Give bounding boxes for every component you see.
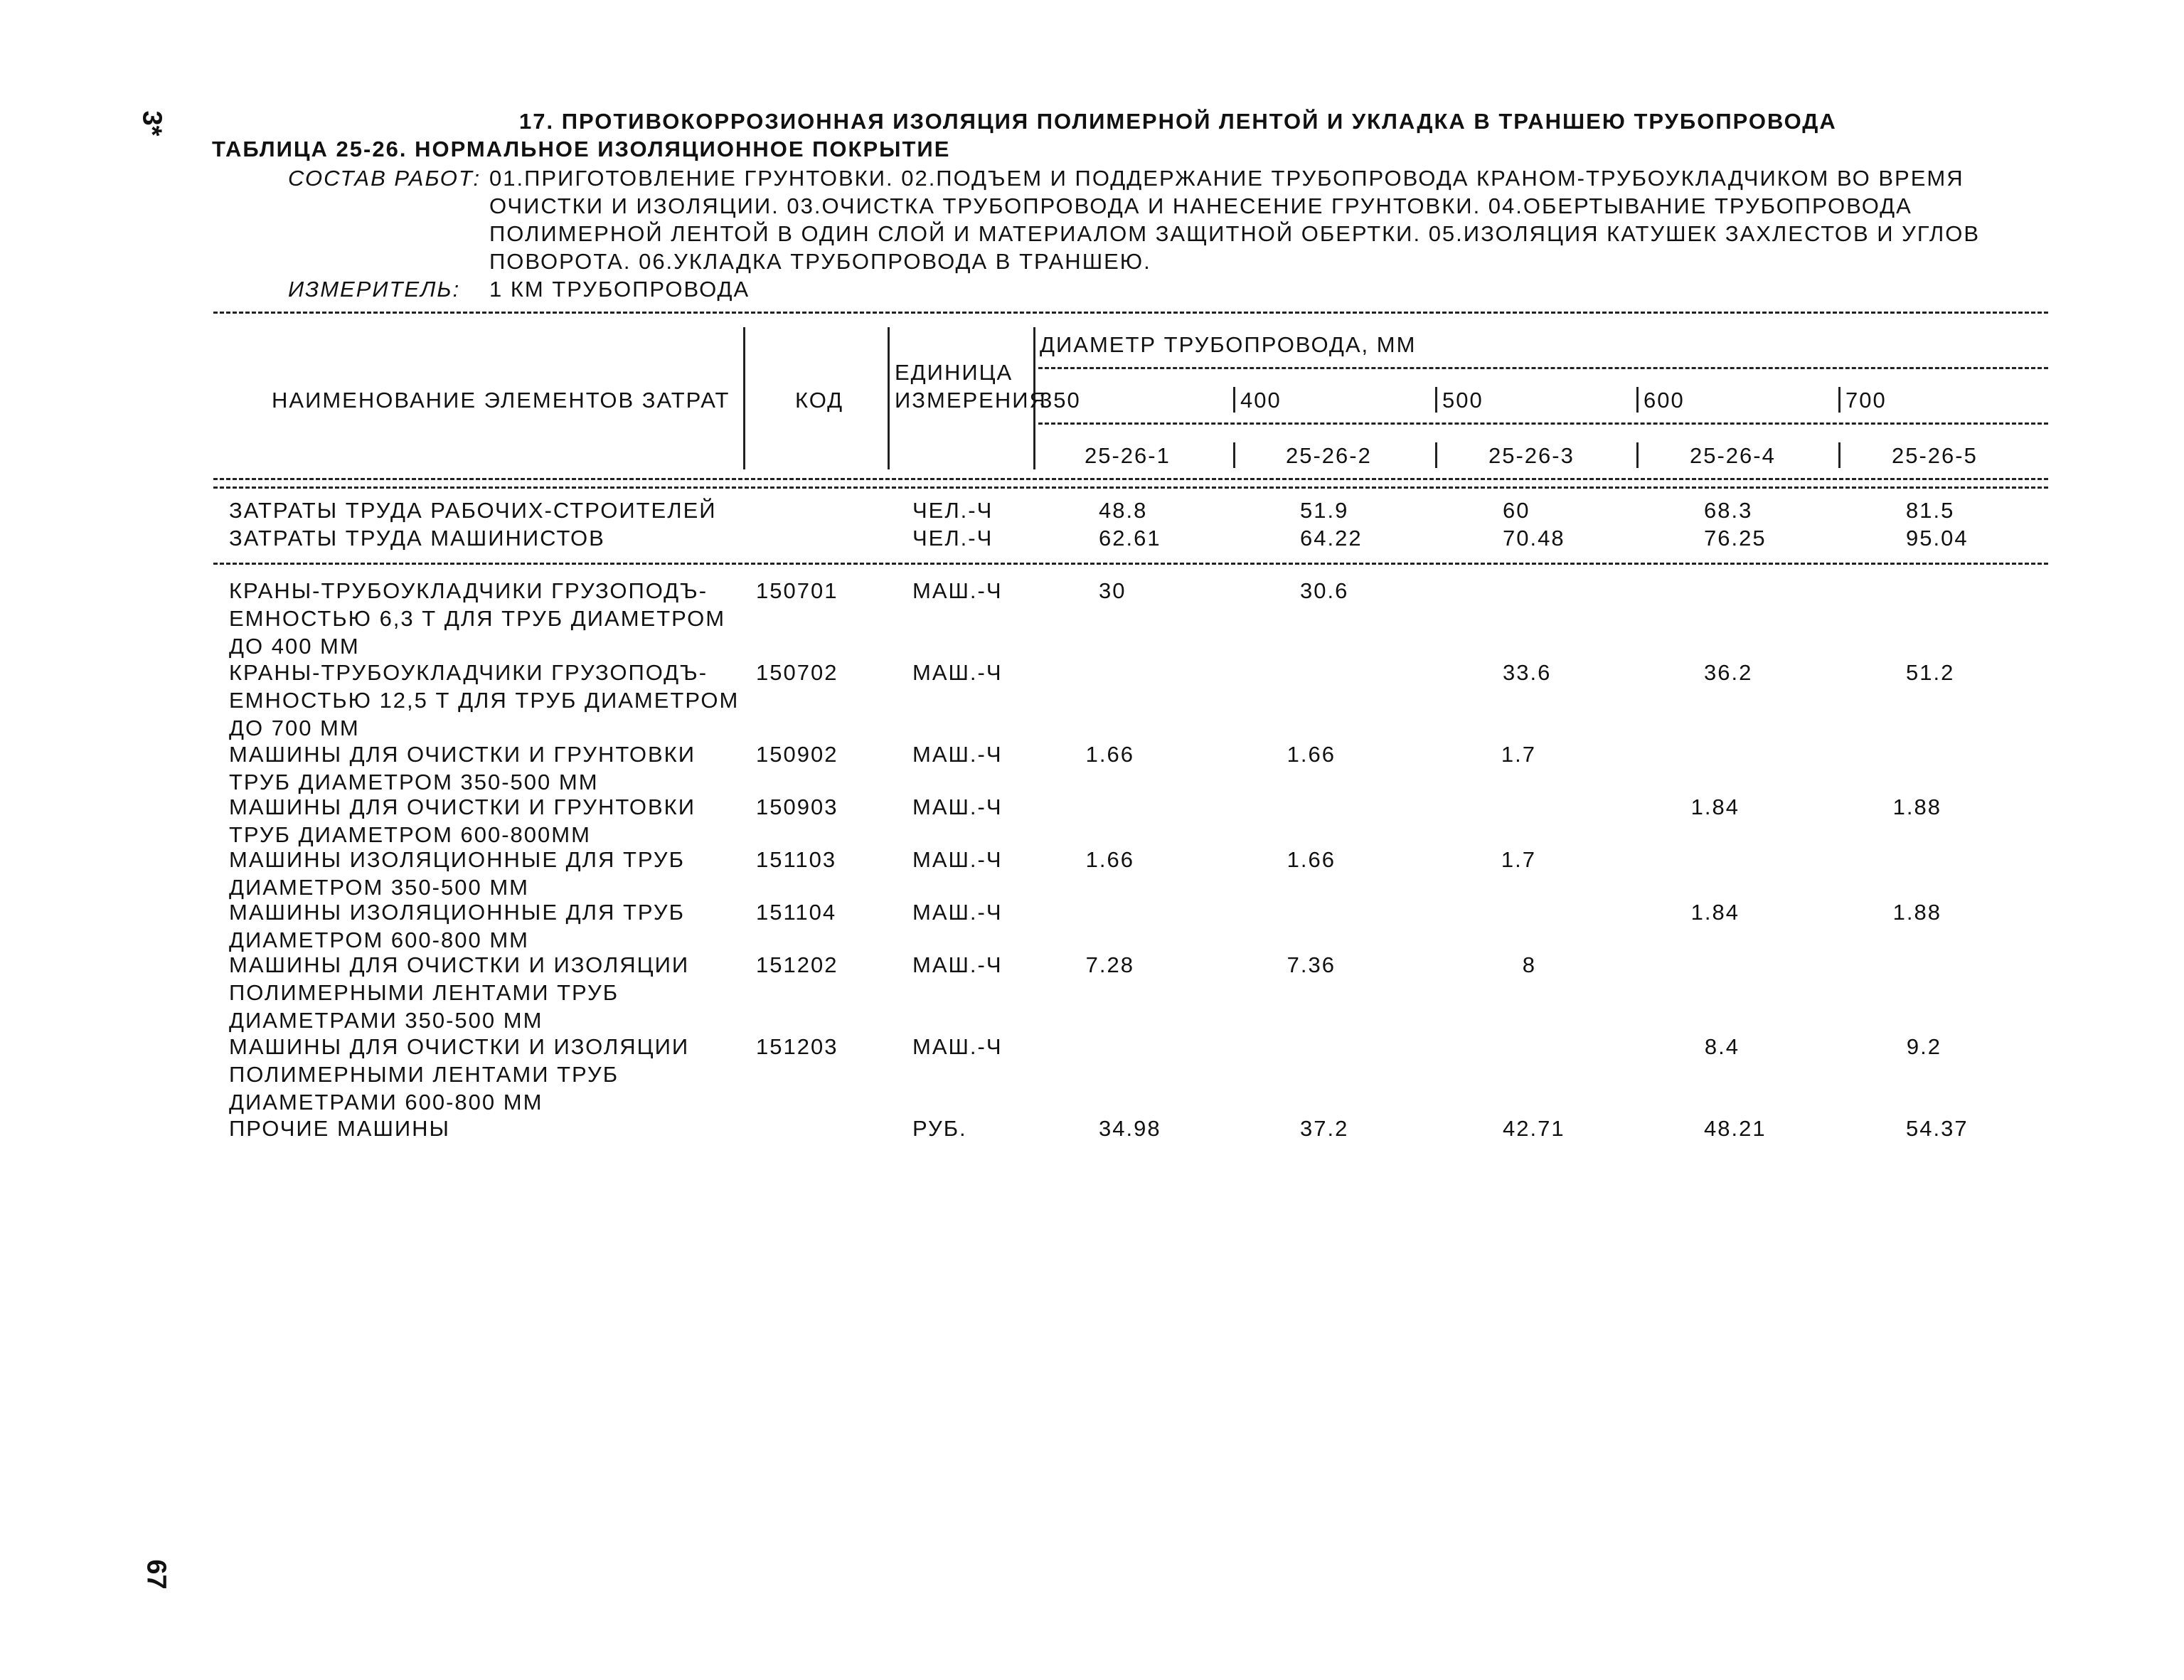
table-title: ТАБЛИЦА 25-26. НОРМАЛЬНОЕ ИЗОЛЯЦИОННОЕ ПОКРЫТИЕ [212, 137, 951, 161]
machine-code: 151202 [756, 952, 838, 977]
diameter-350: 350 [1040, 388, 1081, 413]
machine-value: 8 [1522, 952, 1536, 977]
col-separator-600 [1636, 387, 1639, 413]
norm-code-5: 25-26-5 [1892, 443, 1978, 468]
machine-name-line: ДИАМЕТРАМИ 350-500 ММ [229, 1008, 543, 1033]
norm-code-2: 25-26-2 [1286, 443, 1372, 468]
work-line: 01.ПРИГОТОВЛЕНИЕ ГРУНТОВКИ. 02.ПОДЪЕМ И ПОДДЕРЖАНИЕ ТРУБОПРОВОДА КРАНОМ-ТРУБОУКЛАДЧИКОМ ВО ВРЕМЯ [489, 166, 1964, 191]
norm-code-3: 25-26-3 [1488, 443, 1575, 468]
machine-value: 1.66 [1085, 847, 1134, 872]
col-separator-code2 [1233, 442, 1235, 468]
machine-value: 1.7 [1501, 847, 1536, 872]
machine-name-line: ПОЛИМЕРНЫМИ ЛЕНТАМИ ТРУБ [229, 980, 619, 1005]
labor-row-unit: ЧЕЛ.-Ч [912, 526, 994, 551]
labor-value: 62.61 [1099, 526, 1161, 551]
machine-unit: РУБ. [912, 1116, 967, 1141]
header-bottom-rule [213, 478, 2048, 480]
labor-value: 51.9 [1300, 498, 1349, 523]
machine-value: 7.36 [1287, 952, 1336, 977]
work-line: ПОЛИМЕРНОЙ ЛЕНТОЙ В ОДИН СЛОЙ И МАТЕРИАЛОМ ЗАЩИТНОЙ ОБЕРТКИ. 05.ИЗОЛЯЦИЯ КАТУШЕК ЗАХЛЕСТОВ И УГЛОВ [489, 221, 1981, 246]
machine-code: 150701 [756, 578, 838, 603]
column-header-unit-1: ЕДИНИЦА [895, 360, 1013, 385]
col-separator-code [743, 327, 745, 469]
labor-value: 68.3 [1704, 498, 1753, 523]
machine-code: 150902 [756, 742, 838, 767]
machine-value: 51.2 [1906, 660, 1955, 685]
machine-name-line: МАШИНЫ ДЛЯ ОЧИСТКИ И ГРУНТОВКИ [229, 794, 696, 819]
col-separator-500 [1435, 387, 1437, 413]
machine-unit: МАШ.-Ч [912, 900, 1003, 925]
column-header-diameter: ДИАМЕТР ТРУБОПРОВОДА, ММ [1040, 332, 1417, 357]
machine-name-line: ДИАМЕТРОМ 350-500 ММ [229, 875, 529, 900]
section-title: 17. ПРОТИВОКОРРОЗИОННАЯ ИЗОЛЯЦИЯ ПОЛИМЕРНОЙ ЛЕНТОЙ И УКЛАДКА В ТРАНШЕЮ ТРУБОПРОВОДА [519, 109, 1837, 134]
meter-value: 1 КМ ТРУБОПРОВОДА [489, 277, 750, 302]
machine-name-line: ДИАМЕТРАМИ 600-800 ММ [229, 1090, 543, 1115]
machine-code: 151203 [756, 1034, 838, 1059]
column-header-unit-2: ИЗМЕРЕНИЯ [895, 388, 1047, 413]
machine-value: 1.88 [1892, 794, 1941, 819]
machine-name-line: ПОЛИМЕРНЫМИ ЛЕНТАМИ ТРУБ [229, 1062, 619, 1087]
machine-value: 7.28 [1085, 952, 1134, 977]
col-separator-400 [1233, 387, 1235, 413]
machine-unit: МАШ.-Ч [912, 660, 1003, 685]
machine-name-line: МАШИНЫ ДЛЯ ОЧИСТКИ И ИЗОЛЯЦИИ [229, 1034, 690, 1059]
machine-name-line: МАШИНЫ ИЗОЛЯЦИОННЫЕ ДЛЯ ТРУБ [229, 847, 685, 872]
machine-code: 151103 [756, 847, 837, 872]
labor-value: 48.8 [1099, 498, 1148, 523]
machine-name-line: ДИАМЕТРОМ 600-800 ММ [229, 927, 529, 952]
machine-value: 36.2 [1704, 660, 1753, 685]
diameter-500: 500 [1442, 388, 1483, 413]
machine-name-line: МАШИНЫ ДЛЯ ОЧИСТКИ И ГРУНТОВКИ [229, 742, 696, 767]
machine-name-line: ДО 700 ММ [229, 716, 360, 740]
machine-value: 1.66 [1287, 847, 1336, 872]
machine-code: 150903 [756, 794, 838, 819]
machine-code: 151104 [756, 900, 837, 925]
labor-value: 76.25 [1704, 526, 1767, 551]
machine-name-line: КРАНЫ-ТРУБОУКЛАДЧИКИ ГРУЗОПОДЪ- [229, 660, 708, 685]
work-line: ПОВОРОТА. 06.УКЛАДКА ТРУБОПРОВОДА В ТРАНШЕЮ. [489, 249, 1151, 274]
labor-value: 70.48 [1503, 526, 1565, 551]
col-separator-unit [888, 327, 890, 469]
labor-value: 95.04 [1906, 526, 1969, 551]
machine-unit: МАШ.-Ч [912, 794, 1003, 819]
top-margin-mark: 3* [137, 110, 167, 137]
machine-name-line: ЕМНОСТЬЮ 6,3 Т ДЛЯ ТРУБ ДИАМЕТРОМ [229, 606, 726, 631]
machine-value: 1.84 [1690, 794, 1740, 819]
machine-value: 54.37 [1906, 1116, 1969, 1141]
work-line: ОЧИСТКИ И ИЗОЛЯЦИИ. 03.ОЧИСТКА ТРУБОПРОВОДА И НАНЕСЕНИЕ ГРУНТОВКИ. 04.ОБЕРТЫВАНИЕ ТРУБОПРОВОДА [489, 193, 1912, 218]
machine-value: 9.2 [1906, 1034, 1941, 1059]
work-composition-label: СОСТАВ РАБОТ: [288, 166, 481, 191]
machine-value: 1.7 [1501, 742, 1536, 767]
machine-value: 1.66 [1085, 742, 1134, 767]
norm-code-1: 25-26-1 [1085, 443, 1171, 468]
machine-code: 150702 [756, 660, 838, 685]
machine-value: 33.6 [1503, 660, 1552, 685]
machine-value: 48.21 [1704, 1116, 1767, 1141]
machine-name-line: ТРУБ ДИАМЕТРОМ 350-500 ММ [229, 770, 599, 794]
machine-name-line: ТРУБ ДИАМЕТРОМ 600-800ММ [229, 822, 591, 847]
diameter-values-underline-rule [1038, 422, 2048, 425]
labor-bottom-rule [213, 563, 2048, 565]
machine-value: 1.84 [1690, 900, 1740, 925]
machine-value: 1.88 [1892, 900, 1941, 925]
machine-unit: МАШ.-Ч [912, 742, 1003, 767]
diameter-700: 700 [1845, 388, 1887, 413]
machine-name-line: ЕМНОСТЬЮ 12,5 Т ДЛЯ ТРУБ ДИАМЕТРОМ [229, 688, 740, 713]
norm-code-4: 25-26-4 [1690, 443, 1776, 468]
table-top-rule [213, 312, 2048, 314]
machine-name-line: МАШИНЫ ИЗОЛЯЦИОННЫЕ ДЛЯ ТРУБ [229, 900, 685, 925]
machine-name-line: ДО 400 ММ [229, 634, 360, 659]
labor-value: 60 [1503, 498, 1530, 523]
labor-value: 81.5 [1906, 498, 1955, 523]
diameter-underline-rule [1038, 367, 2048, 369]
machine-value: 30.6 [1300, 578, 1349, 603]
labor-value: 64.22 [1300, 526, 1363, 551]
column-header-code: КОД [795, 388, 844, 413]
machine-name-line: МАШИНЫ ДЛЯ ОЧИСТКИ И ИЗОЛЯЦИИ [229, 952, 690, 977]
machine-name-line: КРАНЫ-ТРУБОУКЛАДЧИКИ ГРУЗОПОДЪ- [229, 578, 708, 603]
labor-row-name: ЗАТРАТЫ ТРУДА МАШИНИСТОВ [229, 526, 605, 551]
machine-value: 34.98 [1099, 1116, 1161, 1141]
page-number: 67 [141, 1559, 171, 1590]
machine-unit: МАШ.-Ч [912, 952, 1003, 977]
labor-row-name: ЗАТРАТЫ ТРУДА РАБОЧИХ-СТРОИТЕЛЕЙ [229, 498, 717, 523]
machine-value: 8.4 [1704, 1034, 1740, 1059]
machine-name-line: ПРОЧИЕ МАШИНЫ [229, 1116, 450, 1141]
machine-value: 1.66 [1287, 742, 1336, 767]
column-header-name: НАИМЕНОВАНИЕ ЭЛЕМЕНТОВ ЗАТРАТ [272, 388, 730, 413]
labor-row-unit: ЧЕЛ.-Ч [912, 498, 994, 523]
diameter-400: 400 [1240, 388, 1282, 413]
machine-value: 37.2 [1300, 1116, 1349, 1141]
col-separator-code5 [1838, 442, 1841, 468]
header-bottom-rule-2 [213, 487, 2048, 489]
machine-unit: МАШ.-Ч [912, 1034, 1003, 1059]
diameter-600: 600 [1644, 388, 1685, 413]
meter-label: ИЗМЕРИТЕЛЬ: [288, 277, 461, 302]
col-separator-700 [1838, 387, 1841, 413]
machine-unit: МАШ.-Ч [912, 578, 1003, 603]
machine-value: 30 [1099, 578, 1126, 603]
col-separator-code3 [1435, 442, 1437, 468]
machine-unit: МАШ.-Ч [912, 847, 1003, 872]
machine-value: 42.71 [1503, 1116, 1565, 1141]
col-separator-code4 [1636, 442, 1639, 468]
